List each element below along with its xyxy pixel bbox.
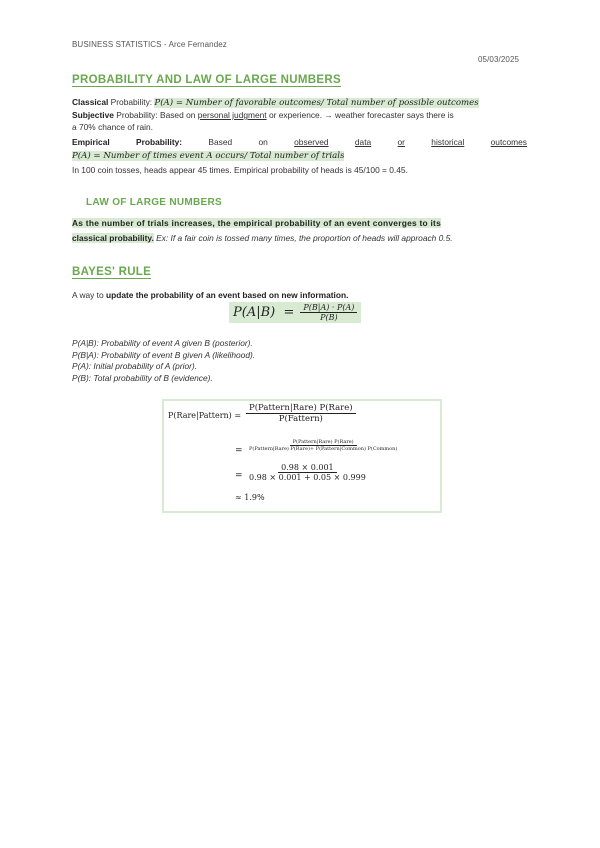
classical-formula: P(A) = Number of favorable outcomes/ Total number of possible outcomes: [154, 98, 479, 108]
subjective-probability-line: Subjective Probability: Based on personal judgment or experience. → weather forecaster says there is: [72, 110, 454, 120]
bayes-example-image: [162, 399, 442, 513]
example-fraction-3: $\frac{0.98 \times 0.001}{0.98 \times 0.001 + 0.05 \times 0.999}$: [249, 463, 366, 482]
bayes-formula: P(A|B) = $\frac{P(B|A) \cdot P(A)}{P(B)}$: [229, 302, 361, 323]
law-statement-2: classical probability. Ex: If a fair coin is tossed many times, the proportion of heads will approach 0.5.: [72, 233, 453, 243]
law-statement: As the number of trials increases, the empirical probability of an event converges to its: [72, 218, 441, 228]
bayes-definitions: [72, 338, 255, 385]
example-approx-result: ≈ 1.9%: [235, 493, 265, 502]
document-header-course: BUSINESS STATISTICS - Arce Fernandez: [72, 40, 227, 49]
example-fraction-2: P(Pattern|Rare) P(Rare) P(Pattern|Rare) P(Rare)+ P(Pattern|Common) P(Common): [249, 439, 398, 452]
empirical-probability-line: Empirical Probability: Based on observed data or historical outcomes: [72, 137, 527, 147]
subjective-probability-line-2: a 70% chance of rain.: [72, 122, 154, 132]
example-equals-2: =: [235, 446, 243, 456]
section-title-law-of-large-numbers: LAW OF LARGE NUMBERS: [86, 197, 222, 208]
empirical-example: In 100 coin tosses, heads appear 45 times. Empirical probability of heads is 45/100 = 0.45.: [72, 165, 408, 175]
example-fraction-1: P(Pattern|Rare) P(Rare) P(Fattern): [246, 403, 356, 424]
section-title-probability: PROBABILITY AND LAW OF LARGE NUMBERS: [72, 74, 341, 86]
bayes-intro: A way to update the probability of an event based on new information.: [72, 290, 349, 300]
definition-posterior: P(A|B): Probability of event A given B (posterior).: [72, 338, 253, 348]
section-title-bayes-rule: BAYES' RULE: [72, 266, 152, 278]
bayes-formula-fraction: $\frac{P(B|A) \cdot P(A)}{P(B)}$: [300, 303, 357, 322]
definition-likelihood: P(B|A): Probability of event B given A (likelihood).: [72, 349, 256, 360]
document-date: 05/03/2025: [478, 55, 520, 64]
definition-evidence: P(B): Total probability of B (evidence).: [72, 373, 213, 384]
classical-probability-line: Classical Probability: P(A) = Number of favorable outcomes/ Total number of possible outcomes: [72, 97, 479, 108]
example-equals-3: =: [235, 471, 243, 481]
definition-prior: P(A): Initial probability of A (prior).: [72, 361, 198, 372]
empirical-formula-line: [72, 150, 344, 162]
example-lhs: P(Rare|Pattern) =: [168, 411, 242, 420]
empirical-formula: P(A) = Number of times event A occurs/ Total number of trials: [72, 151, 345, 161]
